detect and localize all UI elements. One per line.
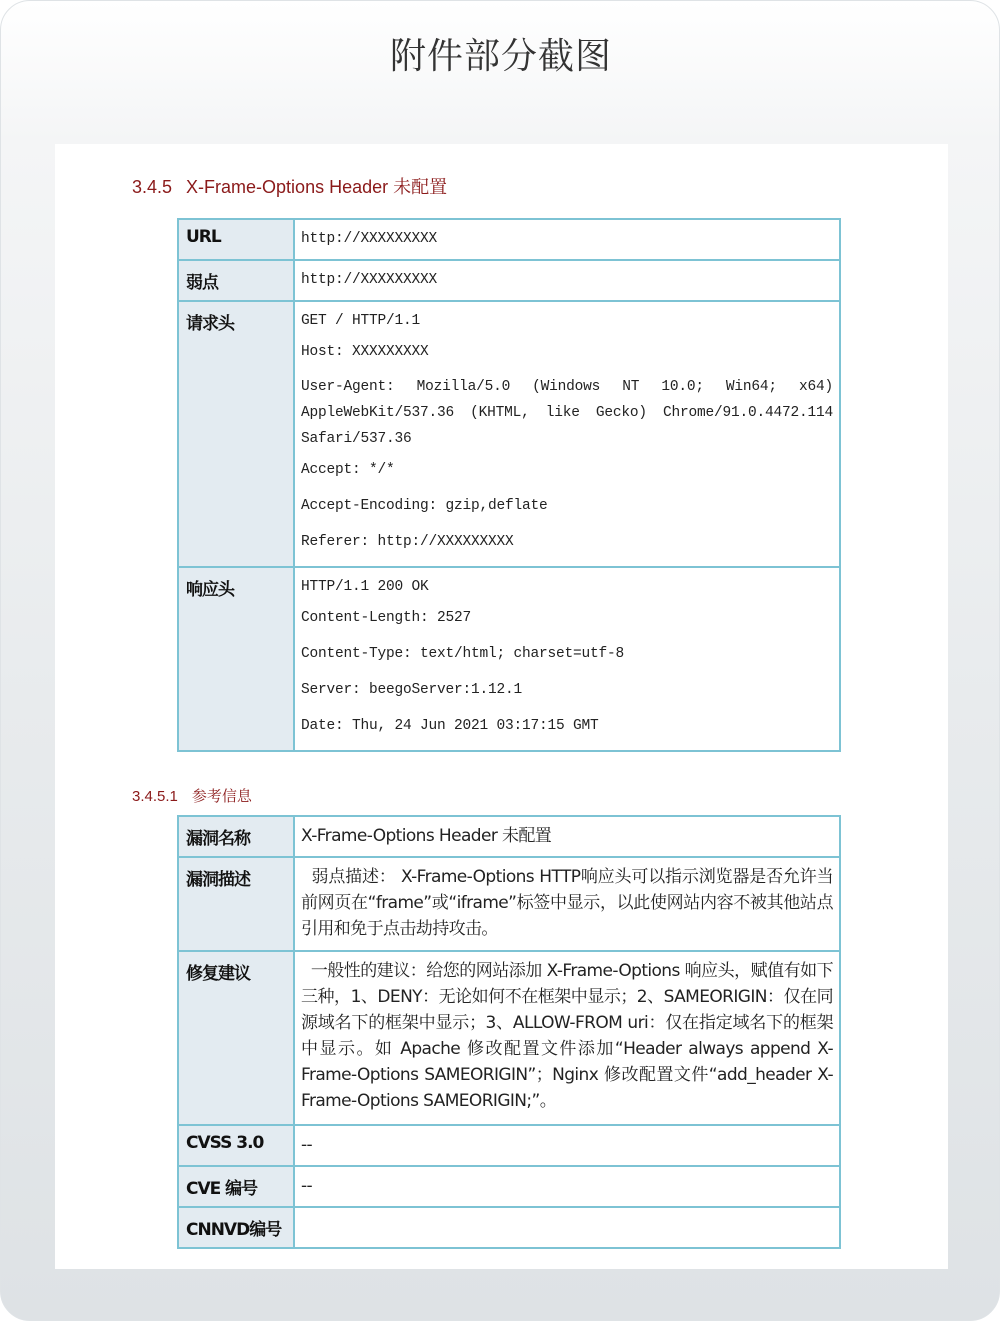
reference-table	[177, 815, 841, 1249]
details-table	[177, 218, 841, 752]
value-line: User-Agent: Mozilla/5.0 (Windows NT 10.0; Win64; x64) AppleWebKit/537.36 (KHTML, like Gecko) Chrome/91.0.4472.114 Safari/537.36	[301, 379, 833, 447]
row-value: X-Frame-Options Header 未配置	[294, 816, 840, 857]
row-label: CVSS 3.0	[178, 1125, 294, 1166]
table-row	[178, 1166, 840, 1207]
table-row	[178, 1207, 840, 1248]
value-line: http://XXXXXXXXX	[301, 272, 438, 288]
row-value: 一般性的建议：给您的网站添加 X-Frame-Options 响应头，赋值有如下三种，1、DENY：无论如何不在框架中显示；2、SAMEORIGIN：仅在同源域名下的框架中显示；3、ALLOW-FROM uri：仅在指定域名下的框架中显示。如 Apache 修改配置文件添加“Header always append X-Frame-Options SAMEORIGIN”；Nginx 修改配置文件“add_header X-Frame-Options SAMEORIGIN;”。	[294, 951, 840, 1125]
section-heading	[132, 173, 447, 199]
row-label: 弱点	[178, 260, 294, 301]
table-row	[178, 857, 840, 951]
row-value	[294, 1207, 840, 1248]
row-value: --	[294, 1125, 840, 1166]
subsection-title: 参考信息	[191, 788, 252, 805]
row-value: 弱点描述： X-Frame-Options HTTP响应头可以指示浏览器是否允许当前网页在“frame”或“iframe”标签中显示，以此使网站内容不被其他站点引用和免于点击劫持攻击。	[294, 857, 840, 951]
row-value: --	[294, 1166, 840, 1207]
table-row	[178, 260, 840, 301]
table-row	[178, 816, 840, 857]
row-value	[294, 260, 840, 301]
value-line: Accept-Encoding: gzip,deflate	[301, 498, 548, 514]
section-title: X-Frame-Options Header 未配置	[186, 177, 448, 197]
value-line: GET / HTTP/1.1	[301, 313, 421, 329]
table-row	[178, 567, 840, 751]
value-line: Content-Type: text/html; charset=utf-8	[301, 646, 625, 662]
row-label: 漏洞描述	[178, 857, 294, 951]
subsection-heading	[132, 785, 252, 806]
table-row	[178, 951, 840, 1125]
value-line: Server: beegoServer:1.12.1	[301, 682, 523, 698]
row-label: 请求头	[178, 301, 294, 567]
table-row	[178, 301, 840, 567]
row-label: 修复建议	[178, 951, 294, 1125]
value-line: HTTP/1.1 200 OK	[301, 579, 429, 595]
value-line: Content-Length: 2527	[301, 610, 472, 626]
value-line: Date: Thu, 24 Jun 2021 03:17:15 GMT	[301, 718, 599, 734]
page-title: 附件部分截图	[389, 36, 612, 77]
value-line: Referer: http://XXXXXXXXX	[301, 534, 514, 550]
subsection-number: 3.4.5.1	[132, 788, 178, 805]
row-label: 响应头	[178, 567, 294, 751]
row-label: CVE 编号	[178, 1166, 294, 1207]
section-number: 3.4.5	[132, 177, 173, 197]
row-label: URL	[178, 219, 294, 260]
value-line: http://XXXXXXXXX	[301, 231, 438, 247]
row-value	[294, 219, 840, 260]
value-line: Host: XXXXXXXXX	[301, 344, 429, 360]
table-row	[178, 219, 840, 260]
row-label: CNNVD编号	[178, 1207, 294, 1248]
row-label: 漏洞名称	[178, 816, 294, 857]
row-value	[294, 567, 840, 751]
table-row	[178, 1125, 840, 1166]
value-line: Accept: */*	[301, 462, 395, 478]
row-value	[294, 301, 840, 567]
document-page	[55, 144, 948, 1269]
